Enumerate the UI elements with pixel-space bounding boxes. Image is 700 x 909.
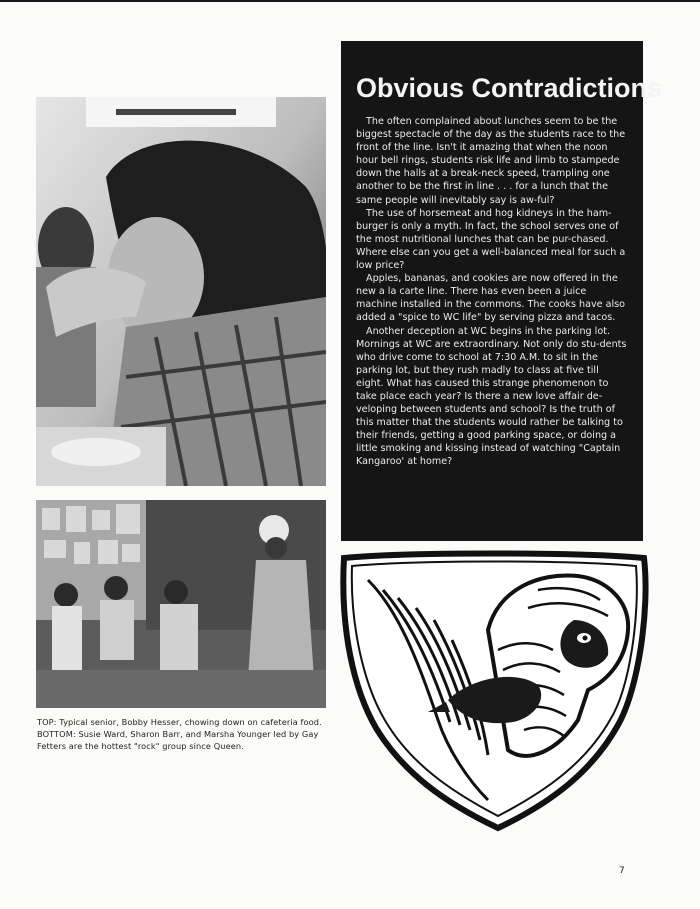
article-box — [341, 41, 663, 541]
article-paragraph: Another deception at WC begins in the parking lot. Mornings at WC are extraordinary. Not only do stu-dents who drive come to school at 7:30 A.M. to sit in the parking lot, but they rush madly to class at five till eight. What has caused this strange phenomenon to take place each year? Is there a new love affair de-veloping between students and school? Is the truth of this matter that the students would rather be talking to their friends, getting a good parking space, or doing a little smoking and kissing instead of watching "Captain Kangaroo' at home? — [356, 325, 627, 468]
article-headline: Obvious Contradictions — [356, 73, 663, 103]
photo-caption — [37, 716, 337, 752]
rock-group-photo — [36, 500, 326, 708]
cafeteria-photo — [36, 97, 326, 486]
article-paragraph: The use of horsemeat and hog kidneys in the ham-burger is only a myth. In fact, the school serves one of the most nutritional lunches that can be pur-chased. Where else can you get a well-balanced meal for such a low price? — [356, 207, 626, 272]
caption-bottom: BOTTOM: Susie Ward, Sharon Barr, and Marsha Younger led by Gay Fetters are the hottest "rock" group since Queen. — [37, 729, 319, 751]
page-number: 7 — [619, 866, 625, 876]
top-rule — [0, 0, 700, 2]
article-paragraph: Apples, bananas, and cookies are now offered in the new a la carte line. There has even been a juice machine installed in the commons. The cooks have also added a "spice to WC life" by serving pizza and tacos. — [356, 273, 626, 324]
article-body — [356, 115, 629, 469]
article-paragraph: The often complained about lunches seem to be the biggest spectacle of the day as the students race to the front of the line. Isn't it amazing that when the noon hour bell rings, students risk life and limb to stampede down the halls at a break-neck speed, trampling one another to be the first in line . . . for a lunch that the same people will inevitably say is aw-ful? — [356, 116, 626, 206]
caption-top: TOP: Typical senior, Bobby Hesser, chowing down on cafeteria food. — [37, 717, 322, 727]
eagle-emblem — [338, 550, 650, 832]
